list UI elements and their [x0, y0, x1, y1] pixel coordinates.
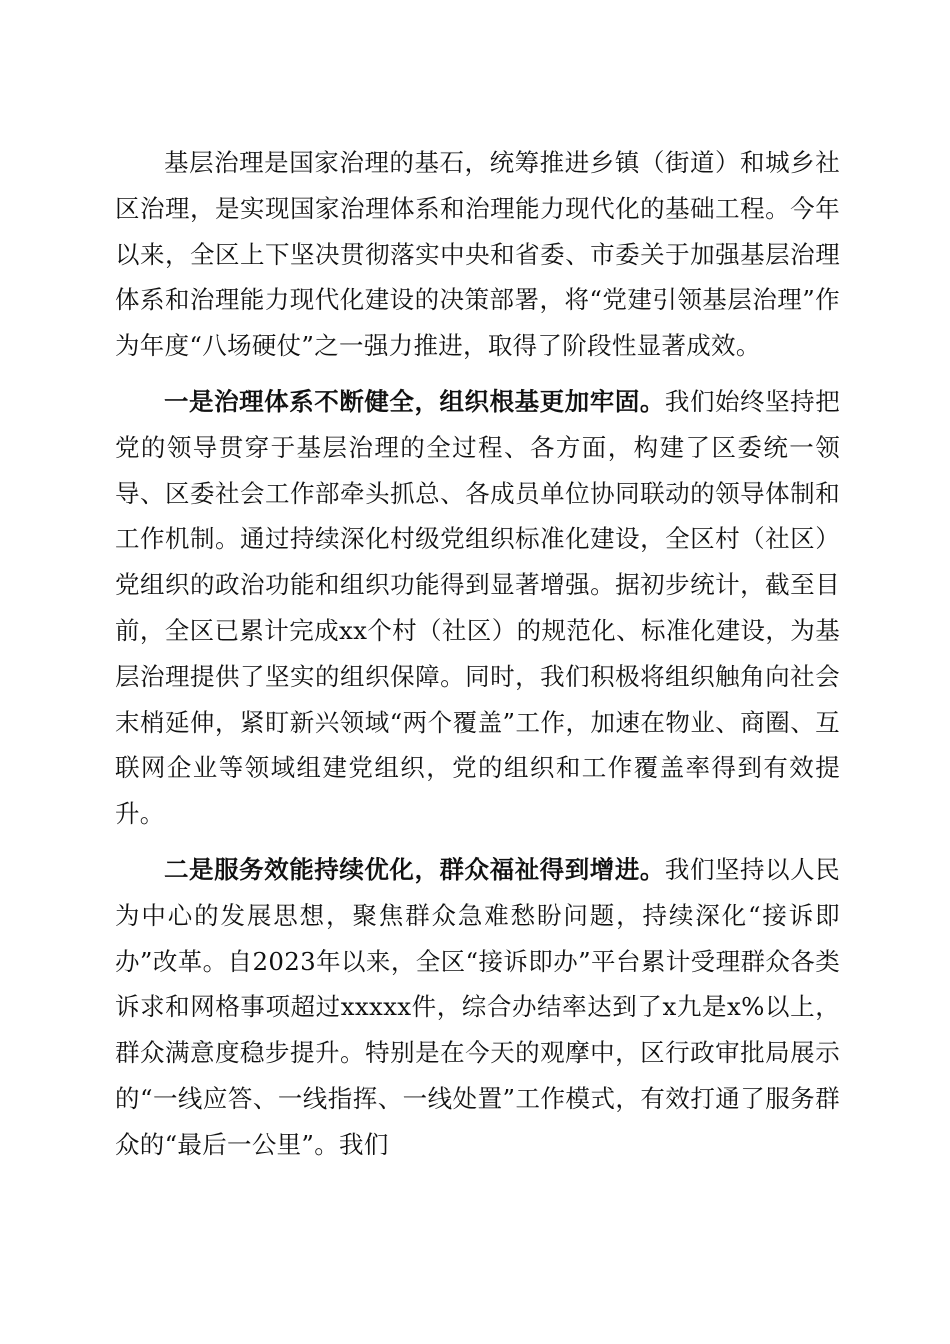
paragraph-governance-system: [115, 379, 840, 837]
paragraph-service-efficiency-text: 我们坚持以人民为中心的发展思想，聚焦群众急难愁盼问题，持续深化“接诉即办”改革。自2023年以来，全区“接诉即办”平台累计受理群众各类诉求和网格事项超过xxxxx件，综合办结率达到了x九是x%以上，群众满意度稳步提升。特别是在今天的观摩中，区行政审批局展示的“一线应答、一线指挥、一线处置”工作模式，有效打通了服务群众的“最后一公里”。我们: [115, 854, 840, 1159]
paragraph-governance-system-text: 我们始终坚持把党的领导贯穿于基层治理的全过程、各方面，构建了区委统一领导、区委社会工作部牵头抓总、各成员单位协同联动的领导体制和工作机制。通过持续深化村级党组织标准化建设，全区村（社区）党组织的政治功能和组织功能得到显著增强。据初步统计，截至目前，全区已累计完成xx个村（社区）的规范化、标准化建设，为基层治理提供了坚实的组织保障。同时，我们积极将组织触角向社会末梢延伸，紧盯新兴领域“两个覆盖”工作，加速在物业、商圈、互联网企业等领域组建党组织，党的组织和工作覆盖率得到有效提升。: [115, 386, 840, 829]
paragraph-governance-system-heading: 一是治理体系不断健全，组织根基更加牢固。: [164, 386, 665, 416]
paragraph-intro: [115, 140, 840, 369]
paragraph-service-efficiency: [115, 847, 840, 1168]
paragraph-service-efficiency-heading: 二是服务效能持续优化，群众福祉得到增进。: [164, 854, 665, 884]
document-page: [115, 140, 840, 1178]
paragraph-intro-text: 基层治理是国家治理的基石，统筹推进乡镇（街道）和城乡社区治理，是实现国家治理体系和治理能力现代化的基础工程。今年以来，全区上下坚决贯彻落实中央和省委、市委关于加强基层治理体系和治理能力现代化建设的决策部署，将“党建引领基层治理”作为年度“八场硬仗”之一强力推进，取得了阶段性显著成效。: [115, 148, 840, 361]
